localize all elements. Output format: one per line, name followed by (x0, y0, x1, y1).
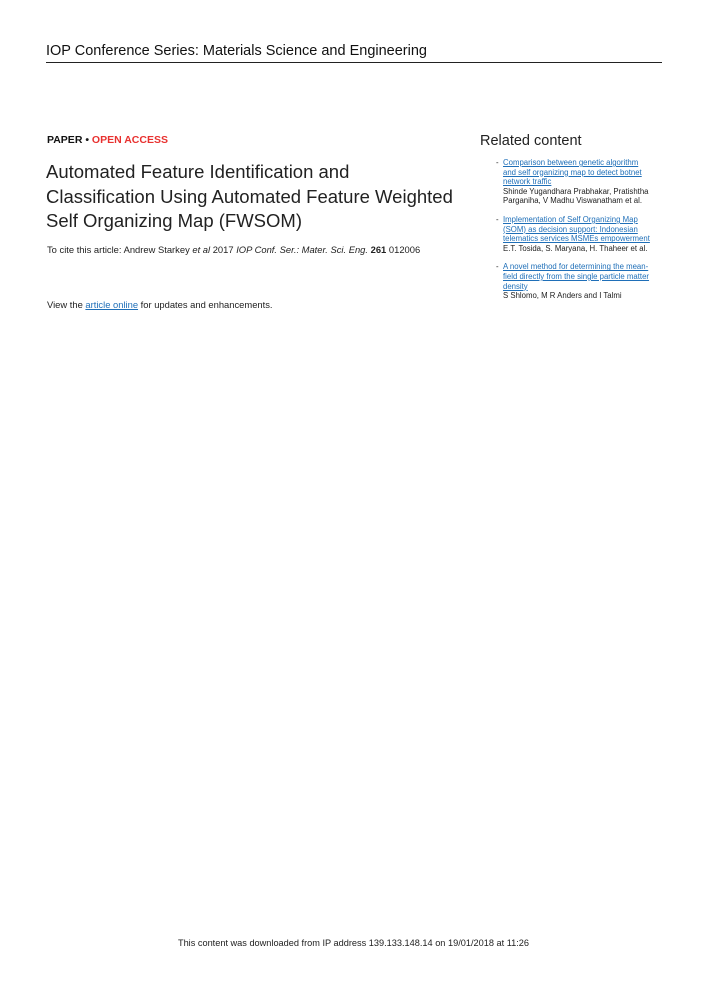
related-title-line: field directly from the single particle matter (503, 271, 650, 281)
related-item-link[interactable] (503, 215, 666, 244)
citation-prefix: To cite this article: Andrew Starkey (47, 244, 193, 255)
article-title (46, 160, 476, 234)
related-item (496, 262, 666, 300)
related-authors-line: S Shlomo, M R Anders and I Talmi (503, 291, 622, 301)
related-title-line: (SOM) as decision support: Indonesian (503, 224, 638, 234)
citation-journal: IOP Conf. Ser.: Mater. Sci. Eng. (236, 244, 369, 255)
related-item (496, 158, 666, 206)
related-content-list (496, 158, 666, 310)
related-authors-line: Shinde Yugandhara Prabhakar, Pratishtha (503, 186, 649, 196)
view-before-text: View the (47, 299, 86, 310)
related-authors-line: Parganiha, V Madhu Viswanatham et al. (503, 196, 642, 206)
open-access-label: OPEN ACCESS (91, 134, 168, 146)
citation-article-number: 012006 (386, 244, 421, 255)
related-title-line: A novel method for determining the mean- (503, 262, 649, 272)
citation-volume: 261 (370, 244, 387, 255)
related-item (496, 215, 666, 253)
article-online-link[interactable]: article online (85, 299, 139, 310)
title-line-1: Automated Feature Identification and (46, 161, 350, 182)
related-title-line: network traffic (503, 177, 552, 187)
label-separator: • (82, 134, 92, 146)
article-label-line (47, 134, 168, 146)
related-item-link[interactable] (503, 262, 666, 291)
title-line-2: Classification Using Automated Feature Weighted (46, 185, 453, 207)
citation-year: 2017 (210, 244, 237, 255)
citation (47, 244, 467, 255)
related-title-line: density (503, 281, 528, 291)
title-line-3: Self Organizing Map (FWSOM) (46, 210, 302, 231)
related-title-line: telematics services MSMEs empowerment (503, 234, 650, 244)
related-title-line: and self organizing map to detect botnet (503, 167, 642, 177)
list-dash: - (496, 262, 499, 272)
paper-label: PAPER (47, 134, 83, 146)
related-title-line: Implementation of Self Organizing Map (503, 214, 638, 224)
related-authors-line: E.T. Tosida, S. Maryana, H. Thaheer et al. (503, 243, 648, 253)
list-dash: - (496, 158, 499, 167)
list-dash: - (496, 214, 499, 224)
view-online-line (47, 299, 273, 310)
journal-header: IOP Conference Series: Materials Science and Engineering (46, 42, 662, 63)
related-item-link[interactable] (503, 158, 666, 187)
view-after-text: for updates and enhancements. (138, 299, 273, 310)
citation-etal: et al (192, 244, 211, 255)
related-content-heading: Related content (480, 133, 582, 149)
download-footer: This content was downloaded from IP address 139.133.148.14 on 19/01/2018 at 11:26 (177, 938, 530, 948)
related-title-line: Comparison between genetic algorithm (503, 158, 639, 167)
